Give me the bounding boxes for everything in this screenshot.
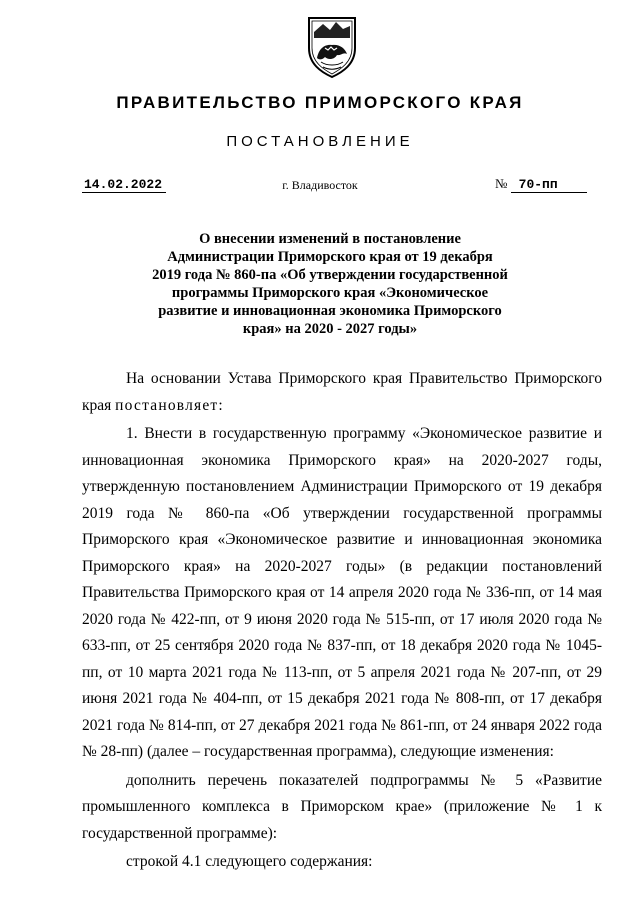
subject-line: края» на 2020 - 2027 годы» — [242, 321, 418, 337]
document-body — [82, 366, 602, 876]
number-value: 70-пп — [511, 177, 587, 193]
intro-paragraph — [82, 366, 602, 419]
document-number — [495, 176, 587, 193]
subject-line: О внесении изменений в постановление — [199, 231, 461, 247]
row-paragraph: строкой 4.1 следующего содержания: — [126, 853, 373, 870]
amendment-paragraph: дополнить перечень показателей подпрограммы № 5 «Развитие промышленного комплекса в Приморском крае» (приложение № 1 к государственной программе): — [82, 771, 602, 842]
item-1-paragraph: 1. Внести в государственную программу «Экономическое развитие и инновационная экономика Приморского края» на 2020-2027 годы, утвержденную постановлением Администрации Приморского от 19 декабря 2019 года № 860-па «Об утверждении государственной программы Приморского края «Экономическое развитие и инновационная экономика Приморского края» на 2020-2027 годы» (в редакции постановлений Правительства Приморского края от 14 апреля 2020 года № 336-пп, от 14 мая 2020 года № 422-пп, от 9 июня 2020 года № 515-пп, от 17 июля 2020 года № 633-пп, от 25 сентября 2020 года № 837-пп, от 18 декабря 2020 года № 1045-пп, от 10 марта 2021 года № 113-пп, от 5 апреля 2021 года № 207-пп, от 29 июня 2021 года № 404-пп, от 15 декабря 2021 года № 808-пп, от 17 декабря 2021 года № 814-пп, от 27 декабря 2021 года № 861-пп, от 24 января 2022 года № 28-пп) (далее – государственная программа), следующие изменения: — [82, 425, 602, 760]
subject-line: развитие и инновационная экономика Приморского — [158, 303, 502, 319]
subject-line: 2019 года № 860-па «Об утверждении государственной — [152, 267, 508, 283]
number-prefix: № — [495, 176, 508, 191]
document-date: 14.02.2022 — [82, 177, 166, 193]
intro-verb: постановляет: — [115, 396, 224, 414]
document-type: ПОСТАНОВЛЕНИЕ — [226, 133, 414, 150]
city: г. Владивосток — [282, 178, 358, 192]
subject-line: Администрации Приморского края от 19 декабря — [167, 249, 493, 265]
government-title: ПРАВИТЕЛЬСТВО ПРИМОРСКОГО КРАЯ — [116, 93, 524, 112]
coat-of-arms-icon — [303, 14, 361, 80]
intro-text: На основании Устава Приморского края Правительство Приморского края — [82, 370, 602, 414]
subject-line: программы Приморского края «Экономическое — [171, 285, 489, 301]
document-subject — [120, 230, 540, 338]
